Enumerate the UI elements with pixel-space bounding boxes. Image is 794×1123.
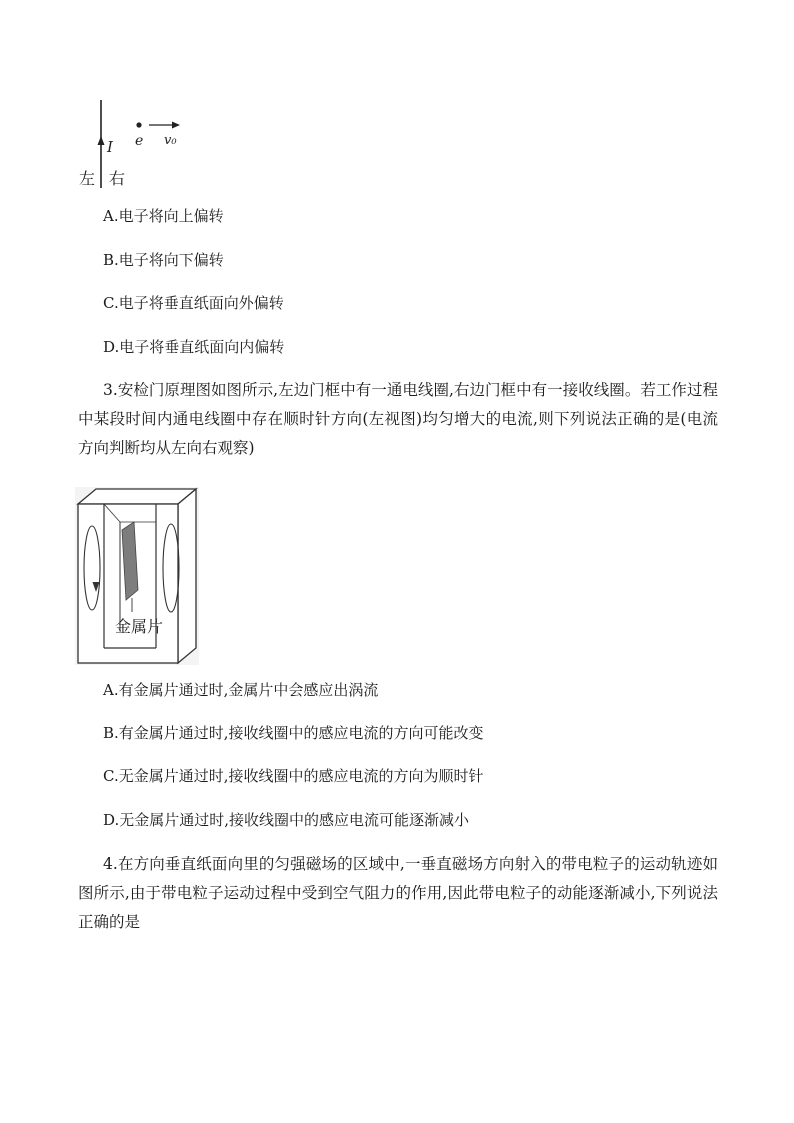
- q2-option-a: A.电子将向上偏转: [103, 207, 224, 225]
- electron-dot: [136, 122, 141, 127]
- q3-option-c: C.无金属片通过时,接收线圈中的感应电流的方向为顺时针: [103, 767, 484, 785]
- left-label: 左: [79, 169, 96, 188]
- q2-option-d: D.电子将垂直纸面向内偏转: [103, 338, 285, 356]
- electron-label: e: [135, 133, 144, 149]
- metal-sheet-label: 金属片: [115, 617, 164, 636]
- current-arrow-icon: [98, 136, 105, 145]
- q3-option-b: B.有金属片通过时,接收线圈中的感应电流的方向可能改变: [103, 724, 484, 742]
- q3-stem: 3.安检门原理图如图所示,左边门框中有一通电线圈,右边门框中有一接收线圈。若工作过程中某段时间内通电线圈中存在顺时针方向(左视图)均匀增大的电流,则下列说法正确的是(电流方向判断均从左向右观察): [78, 381, 718, 457]
- wire-electron-figure: [76, 98, 196, 190]
- q3-option-d: D.无金属片通过时,接收线圈中的感应电流可能逐渐减小: [103, 811, 470, 829]
- right-label: 右: [109, 169, 126, 188]
- q3-option-a: A.有金属片通过时,金属片中会感应出涡流: [103, 681, 379, 699]
- velocity-label: v₀: [164, 133, 177, 148]
- velocity-arrow-icon: [172, 122, 180, 129]
- q2-option-b: B.电子将向下偏转: [103, 251, 224, 269]
- security-gate-figure: [74, 486, 200, 666]
- q2-option-c: C.电子将垂直纸面向外偏转: [103, 294, 284, 312]
- q4-stem: 4.在方向垂直纸面向里的匀强磁场的区域中,一垂直磁场方向射入的带电粒子的运动轨迹如图所示,由于带电粒子运动过程中受到空气阻力的作用,因此带电粒子的动能逐渐减小,下列说法正确的是: [78, 855, 718, 931]
- current-label: I: [107, 138, 113, 156]
